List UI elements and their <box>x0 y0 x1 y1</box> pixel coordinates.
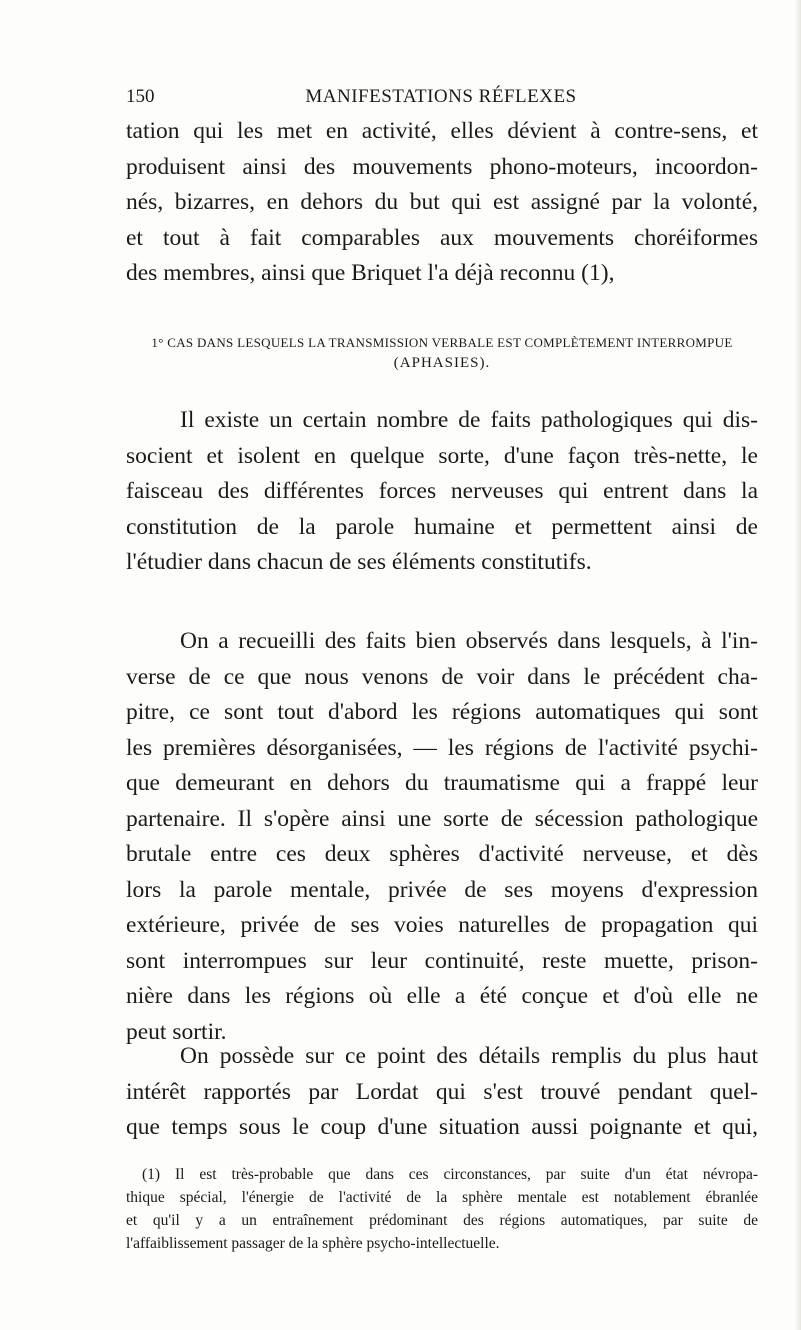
page-number: 150 <box>126 86 155 107</box>
text-line: lors la parole mentale, privée de ses moyens d'expression <box>126 876 758 903</box>
text-line: et tout à fait comparables aux mouvements choréiformes <box>126 224 758 251</box>
text-line: extérieure, privée de ses voies naturelles de propagation qui <box>126 912 758 938</box>
paragraph-intro <box>126 114 758 292</box>
text-line: que demeurant en dehors du traumatisme qui a frappé leur <box>126 770 758 796</box>
section-heading <box>126 335 758 372</box>
text-line: intérêt rapportés par Lordat qui s'est trouvé pendant quel- <box>126 1078 758 1105</box>
paragraph-3 <box>126 624 758 1050</box>
text-line: l'étudier dans chacun de ses éléments constitutifs. <box>126 549 592 575</box>
page-edge-shadow <box>795 0 801 1330</box>
text-line: On possède sur ce point des détails remplis du plus haut <box>180 1043 758 1069</box>
section-heading-line1: 1° CAS DANS LESQUELS LA TRANSMISSION VERBALE EST COMPLÈTEMENT INTERROMPUE <box>151 335 733 350</box>
text-line: des membres, ainsi que Briquet l'a déjà reconnu (1), <box>126 260 615 286</box>
text-line: verse de ce que nous venons de voir dans le précédent cha- <box>126 663 758 690</box>
text-line: Il existe un certain nombre de faits pathologiques qui dis- <box>180 407 758 433</box>
text-line: pitre, ce sont tout d'abord les régions automatiques qui sont <box>126 699 758 725</box>
footnote-line: et qu'il y a un entraînement prédominant des régions automatiques, par suite de <box>126 1212 758 1229</box>
text-line: brutale entre ces deux sphères d'activité nerveuse, et dès <box>126 841 758 867</box>
footnote-line: l'affaiblissement passager de la sphère psycho-intellectuelle. <box>126 1235 500 1252</box>
text-line: que temps sous le coup d'une situation aussi poignante et qui, <box>126 1114 758 1140</box>
text-line: peut sortir. <box>126 1018 227 1045</box>
text-line: nés, bizarres, en dehors du but qui est assigné par la volonté, <box>126 189 758 215</box>
paragraph-2 <box>126 403 758 581</box>
footnote <box>126 1163 758 1255</box>
running-header <box>126 86 756 116</box>
paragraph-4 <box>126 1039 758 1146</box>
text-line: constitution de la parole humaine et permettent ainsi de <box>126 513 758 540</box>
text-line: nière dans les régions où elle a été conçue et d'où elle ne <box>126 983 758 1009</box>
text-line: On a recueilli des faits bien observés dans lesquels, à l'in- <box>180 628 758 654</box>
text-line: sont interrompues sur leur continuité, reste muette, prison- <box>126 947 758 974</box>
footnote-line: (1) Il est très-probable que dans ces circonstances, par suite d'un état névropa- <box>142 1166 758 1183</box>
footnote-line: thique spécial, l'énergie de l'activité de la sphère mentale est notablement ébranlée <box>126 1189 758 1206</box>
text-line: partenaire. Il s'opère ainsi une sorte de sécession pathologique <box>126 805 758 832</box>
text-line: faisceau des différentes forces nerveuses qui entrent dans la <box>126 478 758 504</box>
text-line: tation qui les met en activité, elles dévient à contre-sens, et <box>126 118 758 144</box>
text-line: produisent ainsi des mouvements phono-moteurs, incoordon- <box>126 153 758 180</box>
running-title: MANIFESTATIONS RÉFLEXES <box>305 86 577 107</box>
text-line: socient et isolent en quelque sorte, d'une façon très-nette, le <box>126 442 758 469</box>
section-heading-line2: (APHASIES). <box>393 355 491 371</box>
text-line: les premières désorganisées, — les régions de l'activité psychi- <box>126 734 758 761</box>
